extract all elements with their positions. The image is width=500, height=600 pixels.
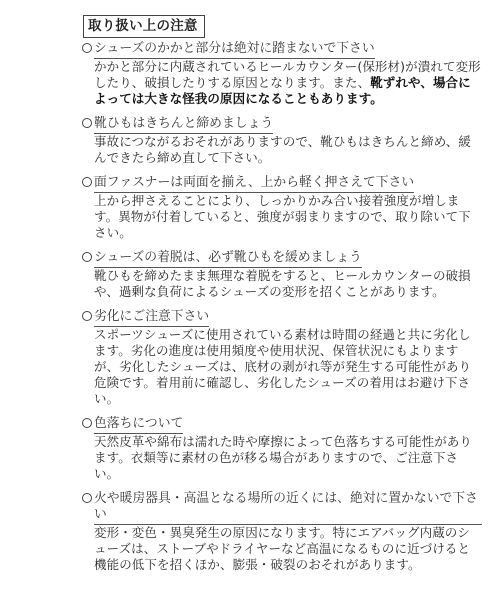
note-heading-text: 劣化にご注意下さい <box>94 309 209 327</box>
note-item <box>82 250 482 300</box>
circle-icon <box>82 311 92 321</box>
note-item <box>82 116 482 166</box>
note-body <box>82 134 482 166</box>
note-heading-text: シューズの着脱は、必ず靴ひもを緩めましょう <box>94 250 362 268</box>
circle-icon <box>82 177 92 187</box>
note-heading-text: 面ファスナーは両面を揃え、上から軽く押さえて下さい <box>94 175 414 193</box>
note-heading <box>82 416 482 434</box>
note-item <box>82 309 482 407</box>
note-body <box>82 59 482 107</box>
circle-icon <box>82 493 92 503</box>
note-body-text: 事故につながるおそれがありますので、靴ひもはきちんと締め、緩んできたら締め直して下さい。 <box>94 134 472 165</box>
note-heading-text: 火や暖房器具・高温となる場所の近くには、絶対に置かないで下さい <box>94 491 482 525</box>
note-item <box>82 416 482 482</box>
note-item <box>82 491 482 573</box>
note-heading <box>82 175 482 193</box>
note-body-text: スポーツシューズに使用されている素材は時間の経過と共に劣化します。劣化の進度は使用頻度や使用状況、保管状況にもよりますが、劣化したシューズは、底材の剥がれ等が発生する可能性があり危険です。着用前に確認し、劣化したシューズの着用はお避け下さい。 <box>94 327 472 406</box>
note-heading <box>82 116 482 134</box>
note-item <box>82 175 482 241</box>
note-heading <box>82 491 482 525</box>
note-body-text: 天然皮革や綿布は濡れた時や摩擦によって色落ちする可能性があります。衣類等に素材の色が移る場合がありますので、ご注意下さい。 <box>94 434 473 481</box>
note-body <box>82 525 482 573</box>
note-body <box>82 327 482 407</box>
note-heading <box>82 250 482 268</box>
circle-icon <box>82 252 92 262</box>
page-title: 取り扱い上の注意 <box>83 15 205 38</box>
circle-icon <box>82 118 92 128</box>
note-item <box>82 41 482 107</box>
note-heading <box>82 309 482 327</box>
note-body-text: 変形・変色・異臭発生の原因になります。特にエアバッグ内蔵のシューズは、ストーブやドライヤーなど高温になるものに近づけると機能の低下を招くほか、膨張・破裂のおそれがあります。 <box>94 525 471 572</box>
notes-list <box>82 41 482 582</box>
note-heading-text: 靴ひもはきちんと締めましょう <box>94 116 273 134</box>
note-body-warning: 靴ずれや、場合によっては大きな怪我の原因になることもあります。 <box>94 75 471 106</box>
note-heading-text: シューズのかかと部分は絶対に踏まないで下さい <box>94 41 375 59</box>
note-body-text: 上から押さえることにより、しっかりかみ合い接着強度が増します。異物が付着していると、強度が弱まりますので、取り除いて下さい。 <box>94 193 471 240</box>
note-heading-text: 色落ちについて <box>94 416 183 434</box>
note-body <box>82 434 482 482</box>
circle-icon <box>82 418 92 428</box>
note-body <box>82 268 482 300</box>
note-body <box>82 193 482 241</box>
note-body-text: 靴ひもを締めたまま無理な着脱をすると、ヒールカウンターの破損や、過剰な負荷によるシューズの変形を招くことがあります。 <box>94 268 471 299</box>
note-body-text: かかと部分に内蔵されているヒールカウンター(保形材)が潰れて変形したり、破損したりする原因となります。また、 <box>94 59 481 90</box>
note-heading <box>82 41 482 59</box>
circle-icon <box>82 43 92 53</box>
